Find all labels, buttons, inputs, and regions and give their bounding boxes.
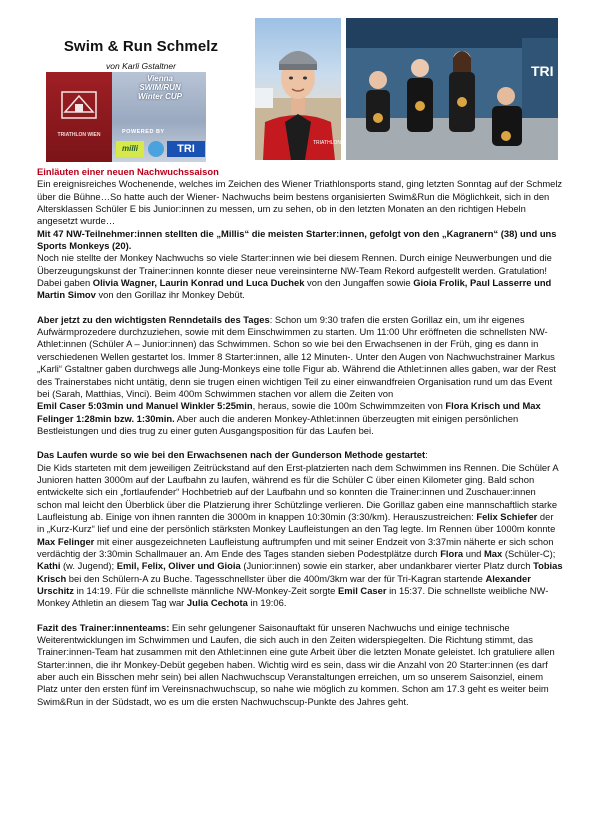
text-span: (Junior:innen) sowie ein starker, aber undankbarer vierter Platz durch — [240, 560, 534, 572]
text-span: der in „Kurz-Kurz“ lief und eine der persönlich stärksten Monkey Laufleistungen an den Tag legte. Im Rennen über 1000m konnte — [37, 510, 556, 535]
cup-line-1: Vienna — [147, 74, 173, 83]
text-span: (Schüler-C); — [502, 547, 556, 559]
paragraph-swim-details — [37, 314, 563, 400]
sponsor-tri-logo: TRI — [167, 141, 205, 157]
text-span: Noch nie stellte der Monkey Nachwuchs so viele Starter:innen wie bei diesem Rennen. Durch einige Neuwerbungen und die Überzeugungskunst der Trainer:innen konnte dieser neue vereinsinterne NW-Team Rekord aufgestellt werden. Gratulation! Dabei gaben — [37, 252, 552, 289]
athlete-name: Kathi — [37, 560, 61, 572]
text-span: in 14:19. Für die schnellste männliche NW-Monkey-Zeit sorgte — [74, 585, 339, 596]
paragraph-gap — [37, 437, 563, 449]
paragraph-gap — [37, 302, 563, 314]
athlete-name: Julia Cechota — [186, 597, 248, 609]
text-span: mit einer ausgezeichneten Laufleistung auftrumpfen und mit seiner Endzeit von 3:37min näherte er sich schon verdächtig der 3:30min Schallmauer an. Am Ende des Tages standen sieben Podestplätze durch — [37, 535, 554, 559]
athlete-names: Olivia Wagner, Laurin Konrad und Luca Duchek — [92, 277, 305, 289]
athlete-name: Max Felinger — [37, 535, 95, 547]
text-span: von den Gorillaz ihr Monkey Debüt. — [95, 289, 245, 301]
water-drop-icon — [148, 141, 164, 157]
club-logo-panel — [46, 72, 112, 162]
text-span: Ein sehr gelungener Saisonauftakt für unseren Nachwuchs und einige technische Weiterentwicklungen im Schwimmen und Laufen, die sich auch in den Zeiten widerspiegelten. Die Richtung stimmt, das Trainer:innen-Team hat zusammen mit den Athlet:innen eine gute Arbeit über die letzten Monate geleistet. Ich gratuliere allen Starter:innen, die ihr Monkey-Debüt gegeben haben. Wichtig wird es sein, dass wir die Anzahl von 20 Starter:innen (es darf aber auch ein Bisschen mehr sein) bei allen Nachwuchscup Veranstaltungen erreichen, um so unserem Saisonziel, einem Platz unter den ersten fünf im Vereinsnachwuchscup, so nahe wie möglich zu kommen. Schon am 17.3 geht es weiter beim Swim&Run in der Südstadt, wo es um die ersten Nachwuchscup-Punkte des Jahres geht. — [37, 621, 555, 707]
athlete-name: Max — [483, 547, 503, 559]
paragraph-run — [37, 449, 563, 609]
article-byline: von Karli Gstaltner — [106, 61, 176, 71]
shirt-text: TRIATHLON — [313, 140, 341, 146]
club-caption: TRIATHLON WIEN — [57, 132, 101, 138]
cup-line-2: SWIM/RUN — [139, 83, 181, 92]
paragraph-swim-times — [37, 400, 563, 437]
text-span: und — [463, 547, 484, 559]
athlete-portrait-photo — [255, 18, 341, 160]
article-title: Swim & Run Schmelz — [63, 38, 219, 55]
powered-by-label: POWERED BY — [122, 129, 165, 135]
triathlon-emblem-icon — [60, 90, 98, 120]
athlete-name: Emil Caser — [338, 585, 387, 596]
athlete-name: Felix Schiefer — [476, 510, 538, 522]
sponsor-milli-logo: milli — [116, 141, 144, 157]
paragraph-conclusion — [37, 622, 563, 708]
article-body — [37, 166, 563, 708]
athlete-name: Emil, Felix, Oliver und Gioia — [116, 560, 241, 572]
text-span: in 15:37. Die schnellste weibliche NW- Monkey Athletin an diesem Tag war — [37, 585, 549, 609]
text-span: bei den Schülern-A zu Buche. Tagesschnellster über die 400m/3km war der für Tri-Kagran startende — [66, 572, 486, 584]
sponsor-logos — [112, 138, 206, 160]
section-heading-season: Einläuten einer neuen Nachwuchssaison — [37, 166, 219, 177]
event-logo — [46, 72, 206, 162]
team-medal-photo — [346, 18, 558, 160]
banner-text: TRI — [531, 63, 554, 79]
athlete-names: Gioia Frolik, Paul Lasserre und Martin Simov — [37, 277, 552, 301]
section-heading-run: Das Laufen wurde so wie bei den Erwachsenen nach der Gunderson Methode gestartet — [37, 449, 426, 461]
article-header — [36, 12, 246, 71]
text-span: : Die Kids starteten mit dem jeweiligen Zeitrückstand auf den Erst-platzierten nach dem Schwimmen ins Rennen. Die Schüler A Junioren hatten 3000m auf der Laufbahn zu laufen, während es für die Schüler C über einen Kilometer ging. Bald schon entwickelte sich ein „fortlaufender“ Hochbetrieb auf der Laufbahn und so konnten die Trainer:innen und Zuschauer:innen schon mal leicht den Überblick über die Platzierung ihrer Schützlinge verlieren. Die Gorillaz gaben eine mannschaftlich starke Laufleistung ab. Einige von ihnen rannten die 3000m in knappen 10:30min (3:30/km). Herauszustreichen: — [37, 449, 559, 522]
swim-times-100m: Flora Krisch und Max Felinger 1:28min bzw. 1:30min. — [37, 400, 541, 424]
paragraph-gap — [37, 610, 563, 622]
swim-times-400m: Emil Caser 5:03min und Manuel Winkler 5:25min — [37, 400, 253, 412]
text-span: (w. Jugend); — [60, 560, 117, 572]
paragraph-intro: Ein ereignisreiches Wochenende, welches im Zeichen des Wiener Triathlonsports stand, ging letzten Sonntag auf der Schmelz über die Bühne…So hatte auch der Wiener- Nachwuchs beim bestens organisierten Swim&Run die Möglichkeit, sich in den Altersklassen Schüler E bis Junior:innen zu messen, um zu sehen, ob in den letzten Monaten an den richtigen Hebeln angesetzt wurde… — [37, 178, 563, 227]
athlete-name: Alexander Urschitz — [37, 572, 531, 596]
paragraph-participants: Mit 47 NW-Teilnehmer:innen stellten die „Millis“ die meisten Starter:innen, gefolgt von den „Kagranern“ (38) und uns Sports Monkeys (20). — [37, 227, 557, 252]
text-span: , heraus, sowie die 100m Schwimmzeiten von — [252, 400, 446, 412]
text-span: in 19:06. — [247, 597, 287, 609]
section-lead-conclusion: Fazit des Trainer:innenteams: — [37, 621, 170, 633]
text-span: von den Jungaffen sowie — [304, 277, 414, 289]
team-illustration — [346, 18, 558, 160]
athlete-name: Flora — [440, 547, 464, 559]
person-1 — [366, 71, 390, 132]
athlete-name: Tobias Krisch — [37, 560, 563, 584]
text-span: Aber auch die anderen Monkey-Athlet:innen überzeugten mit einigen persönlichen Bestleistungen und dies trug zu einer guten Ausgangsposition für das Laufen bei. — [37, 412, 519, 436]
cup-line-3: Winter CUP — [138, 92, 182, 101]
paragraph-record — [37, 252, 563, 301]
section-lead-race-details: Aber jetzt zu den wichtigsten Renndetails des Tages — [37, 313, 270, 325]
cup-title — [116, 74, 204, 101]
athlete-illustration — [255, 18, 341, 160]
text-span: : Schon um 9:30 trafen die ersten Gorillaz ein, um ihr eigenes Aufwärmprozedere durchzuziehen, sowie mit dem Einschwimmen zu starten. Um 11:00 Uhr eröffneten die schnellsten NW- Athlet:innen (Schüler A – Junior:innen) das Schwimmen. Schon so wie bei den Erwachsenen in der Früh, ging es dann in verschiedenen Wellen gestartet los. Immer 8 Starter:innen, alle 12 Minuten-. Unter den Augen von Nachwuchstrainer Markus „Karli“ Gstaltner gaben durchwegs alle Jung-Monkeys eine tolle Figur ab. Während die Athlet:innen alles gaben, war der Rest des Trainerstabes nicht untätig, denn sie trugen einen wichtigen Teil zu einer einwandfreien Organisation rund um das Event bei (Sarah, Matthias, Vinci). Beim 400m Schwimmen stachen vor allem die Zeiten von — [37, 313, 557, 399]
